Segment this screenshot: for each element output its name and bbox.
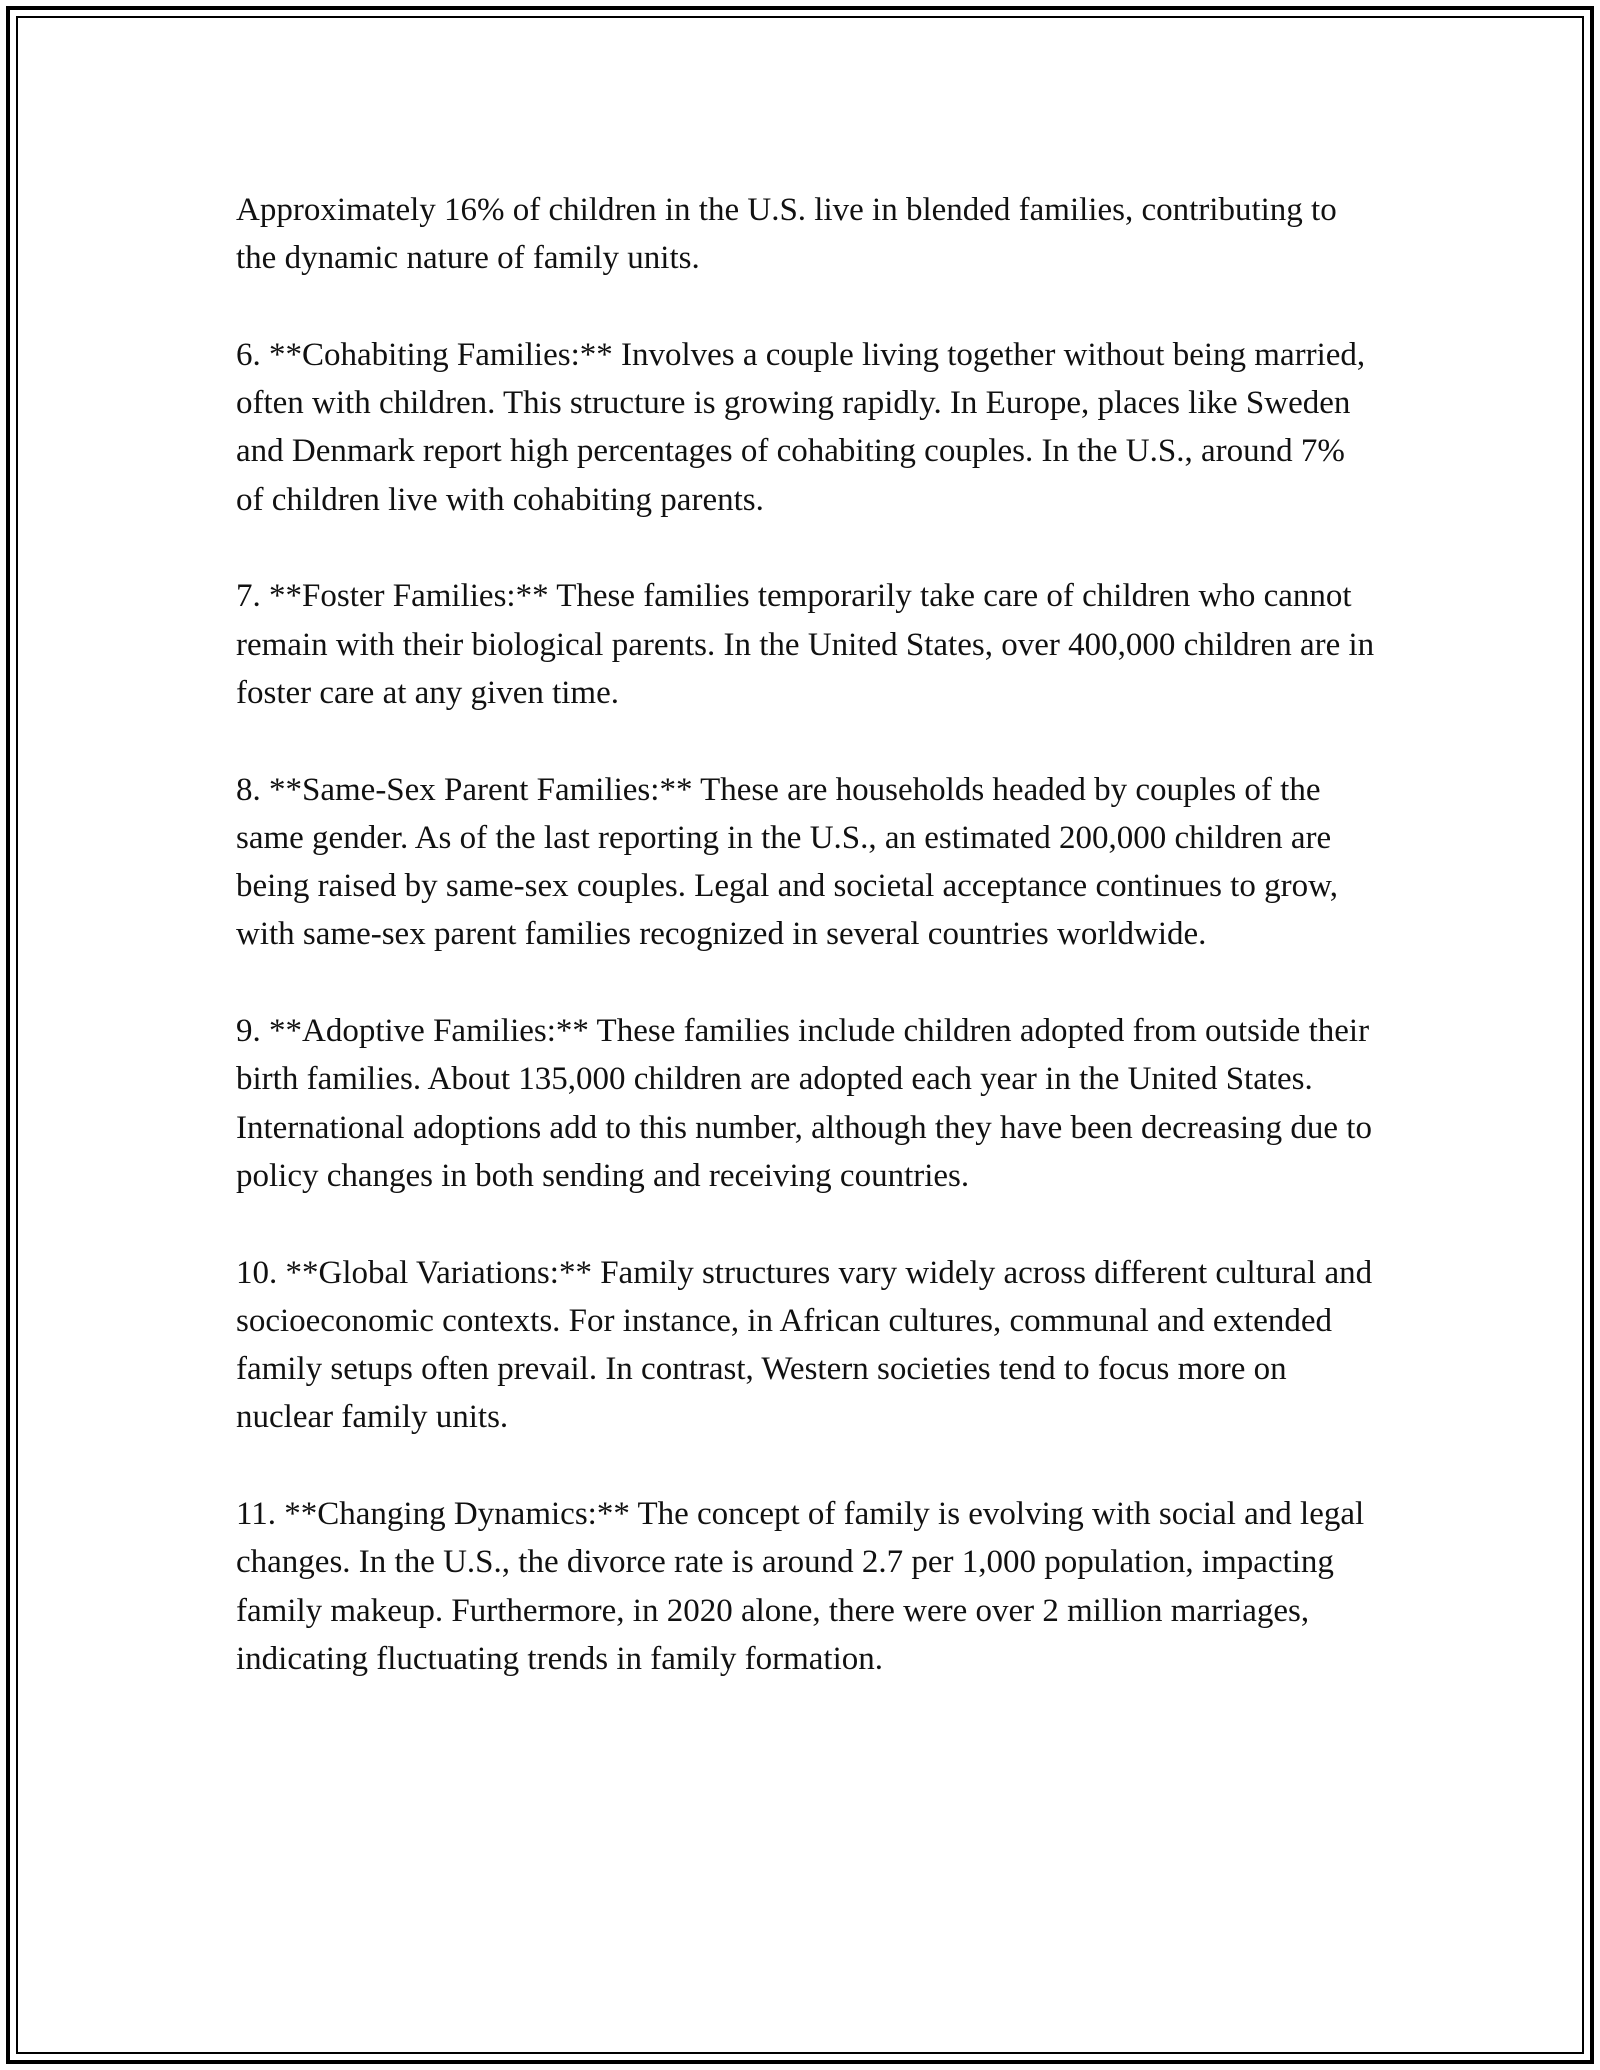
paragraph-same-sex-parent-families: 8. **Same-Sex Parent Families:** These are households headed by couples of the same gender. As of the last reporting in the U.S., an estimated 200,000 children are being raised by same-sex couples. Legal and societal acceptance continues to grow, with same-sex parent families recognized in several countries worldwide. — [236, 771, 1339, 953]
paragraph-foster-families: 7. **Foster Families:** These families temporarily take care of children who cannot remain with their biological parents. In the United States, over 400,000 children are in foster care at any given time. — [236, 578, 1375, 711]
paragraph-global-variations: 10. **Global Variations:** Family structures vary widely across different cultural and socioeconomic contexts. For instance, in African cultures, communal and extended family setups often prevail. In contrast, Western societies tend to focus more on nuclear family units. — [236, 1254, 1373, 1436]
paragraph-blended-families-continued: Approximately 16% of children in the U.S. live in blended families, contributing to the dynamic nature of family units. — [236, 192, 1337, 277]
paragraph-changing-dynamics: 11. **Changing Dynamics:** The concept of family is evolving with social and legal changes. In the U.S., the divorce rate is around 2.7 per 1,000 population, impacting family makeup. Furthermore, in 2020 alone, there were over 2 million marriages, indicating fluctuating trends in family formation. — [236, 1496, 1365, 1677]
paragraph-cohabiting-families: 6. **Cohabiting Families:** Involves a couple living together without being married, often with children. This structure is growing rapidly. In Europe, places like Sweden and Denmark report high percentages of cohabiting couples. In the U.S., around 7% of children live with cohabiting parents. — [236, 336, 1366, 518]
document-body — [236, 186, 1376, 1732]
paragraph-adoptive-families: 9. **Adoptive Families:** These families include children adopted from outside their birth families. About 135,000 children are adopted each year in the United States. International adoptions add to this number, although they have been decreasing due to policy changes in both sending and receiving countries. — [236, 1013, 1372, 1194]
